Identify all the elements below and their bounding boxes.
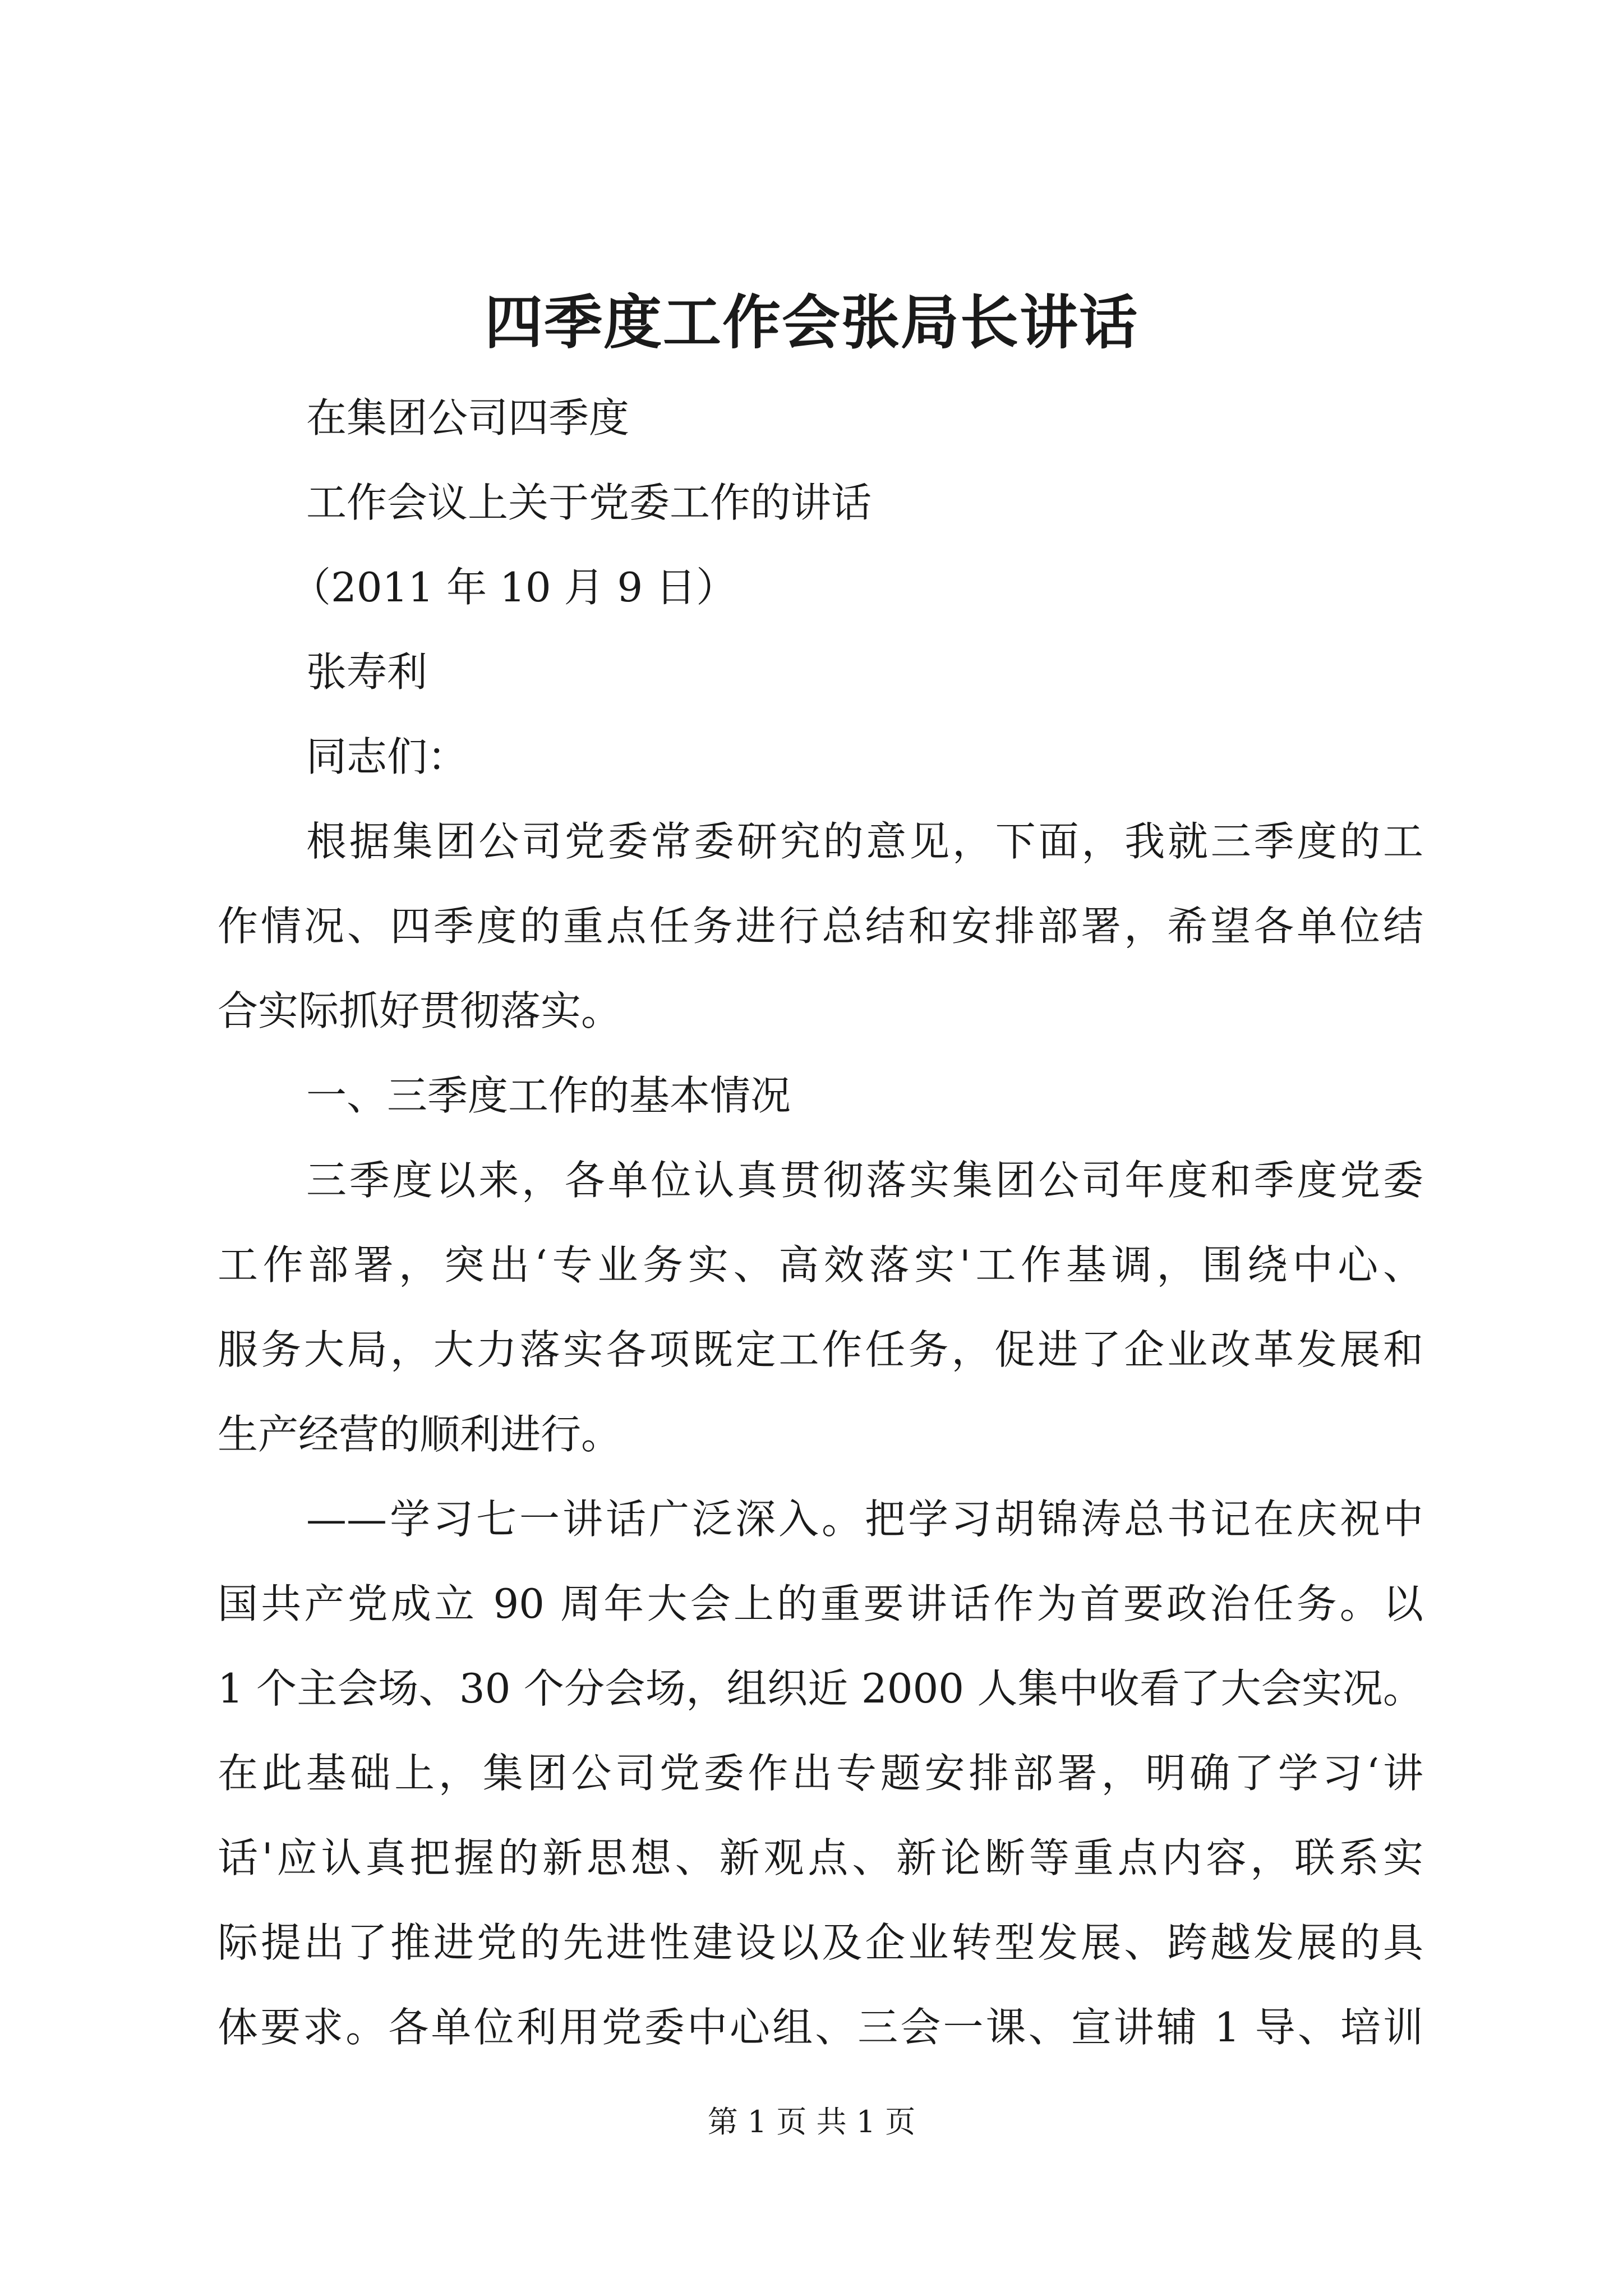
paragraph-line: 根据集团公司党委常委研究的意见，下面，我就三季度的工	[306, 818, 1423, 865]
paragraph-line: 服务大局，大力落实各项既定工作任务，促进了企业改革发展和	[218, 1326, 1423, 1373]
paragraph-line: 作情况、四季度的重点任务进行总结和安排部署，希望各单位结	[218, 903, 1423, 950]
paragraph-line: 生产经营的顺利进行。	[218, 1411, 622, 1458]
document-body	[218, 376, 1423, 2070]
salutation-line: 同志们：	[306, 733, 468, 780]
paragraph-line: 合实际抓好贯彻落实。	[218, 987, 622, 1034]
paragraph-line: 在此基础上，集团公司党委作出专题安排部署，明确了学习‘讲	[218, 1750, 1423, 1797]
paragraph	[218, 799, 1423, 1053]
paragraph-line: ——学习七一讲话广泛深入。把学习胡锦涛总书记在庆祝中	[306, 1496, 1423, 1543]
heading-line: 在集团公司四季度	[306, 394, 630, 441]
section-heading-line: 一、三季度工作的基本情况	[306, 1072, 791, 1119]
author-line: 张寿利	[306, 648, 428, 696]
paragraph	[218, 1138, 1423, 1477]
paragraph-line: 话'应认真把握的新思想、新观点、新论断等重点内容，联系实	[218, 1834, 1423, 1881]
paragraph-line: 1 个主会场、30 个分会场，组织近 2000 人集中收看了大会实况。	[218, 1665, 1423, 1712]
section-heading	[218, 1053, 1423, 1138]
paragraph-line: 工作部署，突出‘专业务实、高效落实'工作基调，围绕中心、	[218, 1241, 1423, 1289]
heading-line: 工作会议上关于党委工作的讲话	[306, 479, 872, 526]
page-footer: 第 1 页 共 1 页	[707, 2104, 916, 2139]
date-line: （2011 年 10 月 9 日）	[291, 564, 737, 611]
paragraph-line: 国共产党成立 90 周年大会上的重要讲话作为首要政治任务。以	[218, 1580, 1423, 1627]
paragraph-line: 三季度以来，各单位认真贯彻落实集团公司年度和季度党委	[306, 1157, 1423, 1204]
paragraph	[218, 1477, 1423, 2070]
document-title: 四季度工作会张局长讲话	[484, 288, 1138, 357]
paragraph-line: 际提出了推进党的先进性建设以及企业转型发展、跨越发展的具	[218, 1919, 1423, 1966]
paragraph-line: 体要求。各单位利用党委中心组、三会一课、宣讲辅 1 导、培训	[218, 2004, 1423, 2051]
